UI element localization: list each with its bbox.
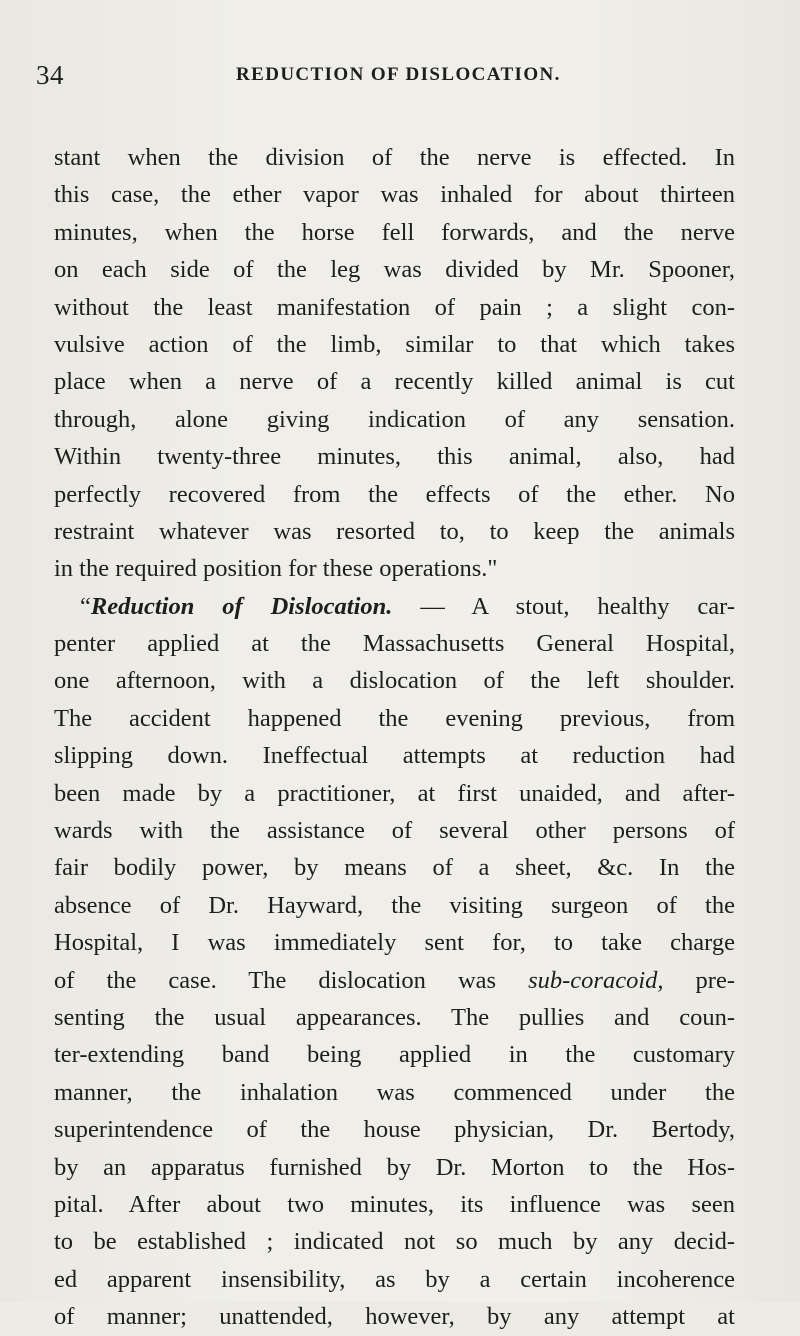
text-line: minutes, when the horse fell forwards, and the nerve <box>54 218 735 246</box>
text-line: to be established ; indicated not so much by any decid- <box>54 1228 735 1256</box>
text-fragment: — A stout, healthy car- <box>392 592 735 620</box>
text-line: place when a nerve of a recently killed animal is cut <box>54 368 735 396</box>
text-line: one afternoon, with a dislocation of the left shoulder. <box>54 667 735 695</box>
text-line: stant when the division of the nerve is effected. In <box>54 144 735 171</box>
text-line: senting the usual appearances. The pullies and coun- <box>54 1003 735 1031</box>
text-line: Within twenty-three minutes, this animal, also, had <box>54 443 735 471</box>
text-line: without the least manifestation of pain ; a slight con- <box>54 293 735 321</box>
text-line <box>54 962 735 999</box>
text-line: The accident happened the evening previous, from <box>54 704 735 732</box>
open-quote: “ <box>80 592 91 620</box>
text-line: absence of Dr. Hayward, the visiting surgeon of the <box>54 891 735 919</box>
text-line: manner, the inhalation was commenced under the <box>54 1078 735 1106</box>
text-line: penter applied at the Massachusetts General Hospital, <box>54 630 735 658</box>
text-line: slipping down. Ineffectual attempts at reduction had <box>54 742 735 770</box>
section-title: Reduction of Dislocation. <box>90 592 393 620</box>
text-line: vulsive action of the limb, similar to that which takes <box>54 330 735 358</box>
text-line: superintendence of the house physician, Dr. Bertody, <box>54 1116 735 1144</box>
page-number: 34 <box>36 60 64 90</box>
text-line: pital. After about two minutes, its influence was seen <box>54 1190 735 1218</box>
text-line: in the required position for these operations." <box>54 555 498 583</box>
text-line: been made by a practitioner, at first unaided, and after- <box>54 779 735 807</box>
running-head: REDUCTION OF DISLOCATION. <box>236 64 561 85</box>
text-line: perfectly recovered from the effects of the ether. No <box>54 480 735 508</box>
text-line: wards with the assistance of several other persons of <box>54 817 735 845</box>
body-text <box>54 139 735 1336</box>
paragraph-start-line <box>54 588 735 625</box>
text-line: of manner; unattended, however, by any attempt at <box>54 1303 735 1331</box>
page-header <box>36 60 756 90</box>
text-line: by an apparatus furnished by Dr. Morton to the Hos- <box>54 1153 735 1181</box>
text-line: restraint whatever was resorted to, to keep the animals <box>54 517 735 545</box>
italic-term: sub-coracoid, <box>528 966 664 994</box>
text-line: through, alone giving indication of any sensation. <box>54 405 735 433</box>
text-fragment: of the case. The dislocation was <box>54 966 529 994</box>
text-line: Hospital, I was immediately sent for, to take charge <box>54 929 735 957</box>
text-fragment: pre- <box>663 966 735 994</box>
text-line: ed apparent insensibility, as by a certain incoherence <box>54 1265 735 1293</box>
text-line: ter-extending band being applied in the customary <box>54 1041 735 1069</box>
text-line: this case, the ether vapor was inhaled for about thirteen <box>54 181 735 209</box>
text-line: fair bodily power, by means of a sheet, &c. In the <box>54 854 735 882</box>
text-line: on each side of the leg was divided by Mr. Spooner, <box>54 256 735 284</box>
